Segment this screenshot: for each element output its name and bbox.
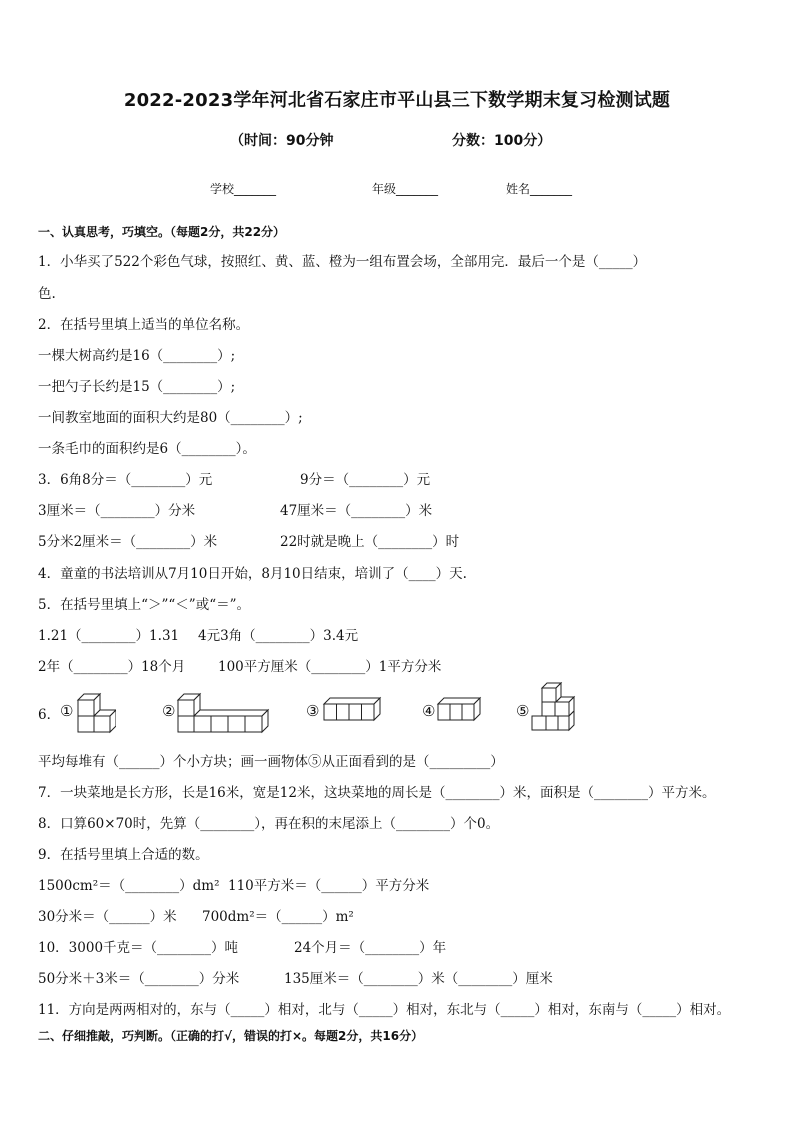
q9-item2: 110平方米＝（______）平方分米 — [228, 878, 430, 894]
q10-item1: 10．3000千克＝（________）吨 — [38, 940, 239, 956]
section2-heading: 二、仔细推敲，巧判断。（正确的打√，错误的打×。每题2分，共16分） — [38, 1029, 424, 1043]
cube-figure-1 — [76, 688, 116, 734]
q6-label-3: ③ — [306, 702, 320, 720]
q5-item3: 2年（________）18个月 — [38, 659, 186, 675]
q5-item4: 100平方厘米（________）1平方分米 — [218, 659, 442, 675]
q5-item2: 4元3角（________）3.4元 — [198, 628, 359, 644]
q10-item2: 24个月＝（________）年 — [294, 940, 447, 956]
school-field: 学校_______ — [210, 182, 277, 196]
q9-item4: 700dm²＝（______）m² — [202, 909, 354, 925]
cube-figure-3 — [322, 696, 382, 722]
cube-figure-5 — [530, 682, 578, 738]
q10-item3: 50分米＋3米＝（________）分米 — [38, 971, 240, 987]
time-label: （时间：90分钟 — [230, 133, 334, 149]
q1-line1: 1．小华买了522个彩色气球，按照红、黄、蓝、橙为一组布置会场，全部用完．最后一个是（_____） — [38, 254, 647, 270]
q8: 8．口算60×70时，先算（________），再在积的末尾添上（________）个0。 — [38, 816, 500, 832]
exam-title: 2022-2023学年河北省石家庄市平山县三下数学期末复习检测试题 — [123, 90, 671, 111]
q9-item3: 30分米＝（______）米 — [38, 909, 177, 925]
q2-item4: 一条毛巾的面积约是6（________）。 — [38, 441, 256, 457]
q2-item3: 一间教室地面的面积大约是80（________）; — [38, 410, 303, 426]
q4: 4．童童的书法培训从7月10日开始，8月10日结束，培训了（____）天. — [38, 566, 467, 582]
grade-field: 年级_______ — [372, 182, 439, 196]
q3-item1: 3．6角8分＝（________）元 — [38, 472, 213, 488]
q2-item2: 一把勺子长约是15（________）; — [38, 379, 236, 395]
q5-stem: 5．在括号里填上“＞”“＜”或“＝”。 — [38, 597, 250, 613]
q6-number: 6． — [38, 707, 61, 723]
q3-item4: 47厘米＝（________）米 — [280, 503, 433, 519]
cube-figure-2 — [176, 688, 272, 734]
q6-label-1: ① — [60, 702, 74, 720]
score-label: 分数：100分） — [452, 133, 552, 149]
q7: 7．一块菜地是长方形，长是16米，宽是12米，这块菜地的周长是（________）米，面积是（________）平方米。 — [38, 785, 716, 801]
name-field: 姓名_______ — [506, 182, 573, 196]
q3-item3: 3厘米＝（________）分米 — [38, 503, 196, 519]
q2-item1: 一棵大树高约是16（________）; — [38, 348, 236, 364]
cube-figure-4 — [436, 696, 482, 722]
q11: 11．方向是两两相对的，东与（_____）相对，北与（_____）相对，东北与（_____）相对，东南与（_____）相对。 — [38, 1002, 731, 1018]
q6-label-2: ② — [162, 702, 176, 720]
q6-label-5: ⑤ — [516, 702, 530, 720]
q6-label-4: ④ — [422, 702, 436, 720]
q3-item2: 9分＝（________）元 — [300, 472, 431, 488]
q10-item4: 135厘米＝（________）米（________）厘米 — [284, 971, 553, 987]
q9-stem: 9．在括号里填上合适的数。 — [38, 847, 209, 863]
q3-item5: 5分米2厘米＝（________）米 — [38, 534, 218, 550]
q6-question: 平均每堆有（______）个小方块；画一画物体⑤从正面看到的是（_________） — [38, 754, 504, 770]
section1-heading: 一、认真思考，巧填空。（每题2分，共22分） — [38, 225, 286, 239]
q1-line2: 色. — [38, 286, 56, 302]
q2-stem: 2．在括号里填上适当的单位名称。 — [38, 317, 250, 333]
q3-item6: 22时就是晚上（________）时 — [280, 534, 460, 550]
q9-item1: 1500cm²＝（________）dm² — [38, 878, 220, 894]
q5-item1: 1.21（________）1.31 — [38, 628, 180, 644]
